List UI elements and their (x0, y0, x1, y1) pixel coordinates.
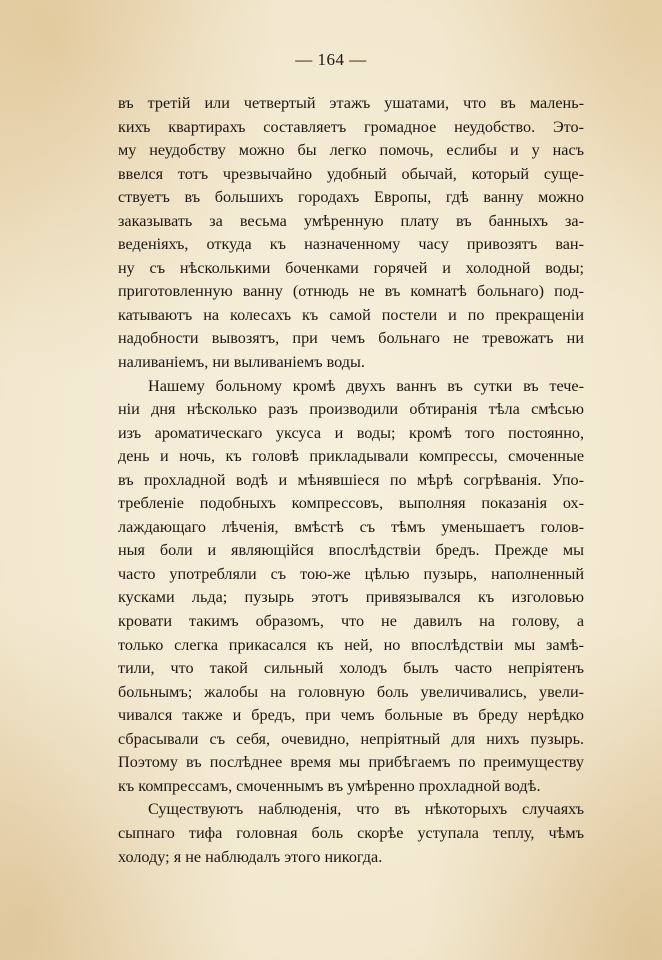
text-line: наливаніемъ, ни выливаніемъ воды. (118, 353, 365, 372)
text-line: Существуютъ наблюденія, что въ нѣкоторыхъ случаяхъ (148, 800, 584, 819)
text-line: часто употребляли съ тою-же цѣлью пузырь, наполненный (118, 564, 584, 583)
text-line: ввелся тотъ чрезвычайно удобный обычай, который суще- (118, 164, 584, 183)
text-line: требленіе подобныхъ компрессовъ, выполняя показанія ох- (118, 494, 584, 513)
text-line: холоду; я не наблюдалъ этого никогда. (118, 847, 383, 866)
text-line: чивался также и бредъ, при чемъ больные въ бреду нерѣдко (118, 706, 584, 725)
text-line: день и ночь, къ головѣ прикладывали компрессы, смоченные (118, 447, 584, 466)
text-line: только слегка прикасался къ ней, но впослѣдствіи мы замѣ- (118, 635, 584, 654)
paragraph (118, 92, 584, 375)
text-line: кихъ квартирахъ составляетъ громадное неудобство. Это- (118, 117, 584, 136)
text-line: заказывать за весьма умѣренную плату въ банныхъ за- (118, 211, 584, 230)
text-line: тили, что такой сильный холодъ былъ часто непріятенъ (118, 659, 584, 678)
text-line: Поэтому въ послѣднее время мы прибѣгаемъ по преимуществу (118, 753, 584, 772)
text-line: ну съ нѣсколькими боченками горячей и холодной воды; (118, 258, 584, 277)
text-line: надобности вывозятъ, при чемъ больнаго не тревожатъ ни (118, 329, 584, 348)
text-line: къ компрессамъ, смоченнымъ въ умѣренно прохладной водѣ. (118, 776, 541, 795)
text-line: приготовленную ванну (отнюдь не въ комнатѣ больнаго) под- (118, 282, 584, 301)
text-line: изъ ароматическаго уксуса и воды; кромѣ того постоянно, (118, 423, 584, 442)
text-line: ствуетъ въ большихъ городахъ Европы, гдѣ ванну можно (118, 188, 584, 207)
text-line: веденіяхъ, откуда къ назначенному часу привозятъ ван- (118, 235, 584, 254)
text-line: въ прохладной водѣ и мѣнявшіеся по мѣрѣ согрѣванія. Упо- (118, 470, 584, 489)
text-line: въ третій или четвертый этажъ ушатами, что въ малень- (118, 94, 584, 112)
text-line: лаждающаго лѣченія, вмѣстѣ съ тѣмъ уменьшаетъ голов- (118, 517, 584, 536)
text-line: сыпнаго тифа головная боль скорѣе уступала теплу, чѣмъ (118, 823, 584, 842)
text-line: ніи дня нѣсколько разъ производили обтиранія тѣла смѣсью (118, 400, 584, 419)
text-line: катываютъ на колесахъ къ самой постели и по прекращеніи (118, 305, 584, 324)
text-line: му неудобству можно бы легко помочь, еслибы и у насъ (118, 141, 584, 160)
page-number: — 164 — (295, 50, 367, 69)
body-text (118, 92, 584, 869)
paragraph (118, 375, 584, 799)
text-line: кровати такимъ образомъ, что не давилъ на голову, а (118, 612, 584, 631)
text-line: ныя боли и являющійся впослѣдствіи бредъ. Прежде мы (118, 541, 584, 560)
text-line: кусками льда; пузырь этотъ привязывался къ изголовью (118, 588, 584, 607)
text-line: больнымъ; жалобы на головную боль увеличивались, увели- (118, 682, 584, 701)
text-line: Нашему больному кромѣ двухъ ваннъ въ сутки въ тече- (148, 376, 584, 395)
text-line: сбрасывали съ себя, очевидно, непріятный для нихъ пузырь. (118, 729, 584, 748)
paragraph (118, 798, 584, 869)
